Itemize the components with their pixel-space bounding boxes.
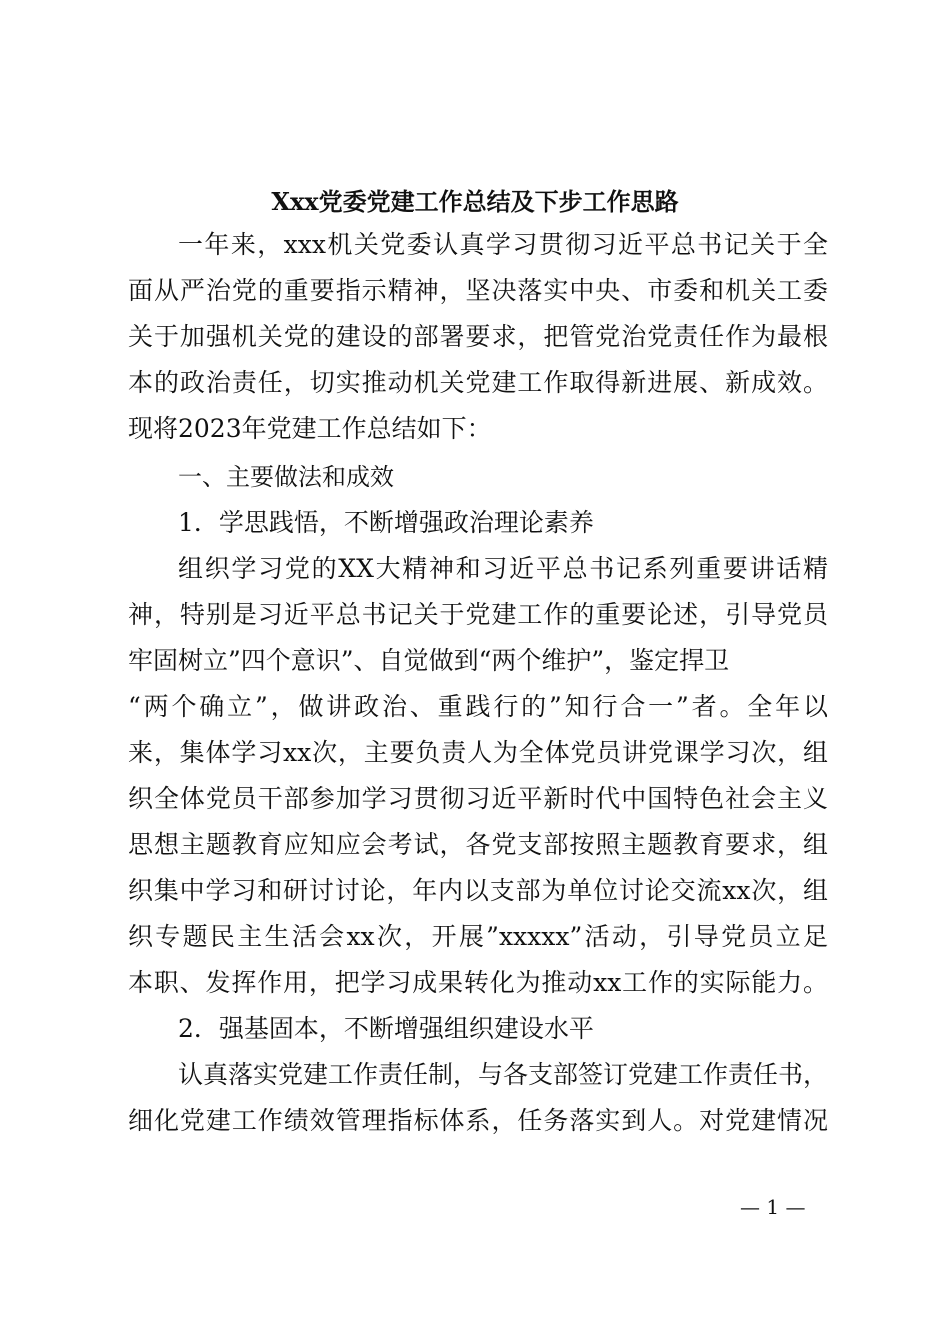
paragraph-line: 细化党建工作绩效管理指标体系，任务落实到人。对党建情况 (128, 1106, 828, 1135)
paragraph-line: 认真落实党建工作责任制，与各支部签订党建工作责任书， (178, 1060, 829, 1089)
paragraph-line: 来，集体学习xx次，主要负责人为全体党员讲党课学习次，组 (128, 738, 828, 767)
subsection-heading: 1．学思践悟，不断增强政治理论素养 (178, 508, 594, 537)
paragraph-line: 面从严治党的重要指示精神，坚决落实中央、市委和机关工委 (128, 276, 828, 305)
paragraph-line: 本的政治责任，切实推动机关党建工作取得新进展、新成效。 (128, 368, 828, 397)
section-heading: 一、主要做法和成效 (178, 463, 394, 491)
paragraph-line: 组织学习党的XX大精神和习近平总书记系列重要讲话精 (178, 554, 828, 583)
paragraph-line: 牢固树立”四个意识”、自觉做到“两个维护”，鉴定捍卫 (128, 646, 730, 675)
paragraph-line: 一年来，xxx机关党委认真学习贯彻习近平总书记关于全 (178, 230, 828, 259)
paragraph-line: 现将2023年党建工作总结如下： (128, 414, 492, 443)
paragraph-line: 织专题民主生活会xx次，开展”xxxxx”活动，引导党员立足 (128, 922, 828, 951)
paragraph-line: 织集中学习和研讨讨论，年内以支部为单位讨论交流xx次，组 (128, 876, 828, 905)
paragraph-line: 神，特别是习近平总书记关于党建工作的重要论述，引导党员 (128, 600, 828, 629)
subsection-heading: 2．强基固本，不断增强组织建设水平 (178, 1014, 594, 1043)
paragraph-line: “两个确立”，做讲政治、重践行的”知行合一”者。全年以 (128, 692, 828, 721)
paragraph-line: 关于加强机关党的建设的部署要求，把管党治党责任作为最根 (128, 322, 828, 351)
paragraph-line: 思想主题教育应知应会考试，各党支部按照主题教育要求，组 (128, 830, 828, 859)
paragraph-line: 织全体党员干部参加学习贯彻习近平新时代中国特色社会主义 (128, 784, 828, 813)
paragraph-line: 本职、发挥作用，把学习成果转化为推动xx工作的实际能力。 (128, 968, 828, 997)
page-number: — 1 — (740, 1195, 806, 1219)
document-title: Xxx党委党建工作总结及下步工作思路 (271, 187, 679, 216)
